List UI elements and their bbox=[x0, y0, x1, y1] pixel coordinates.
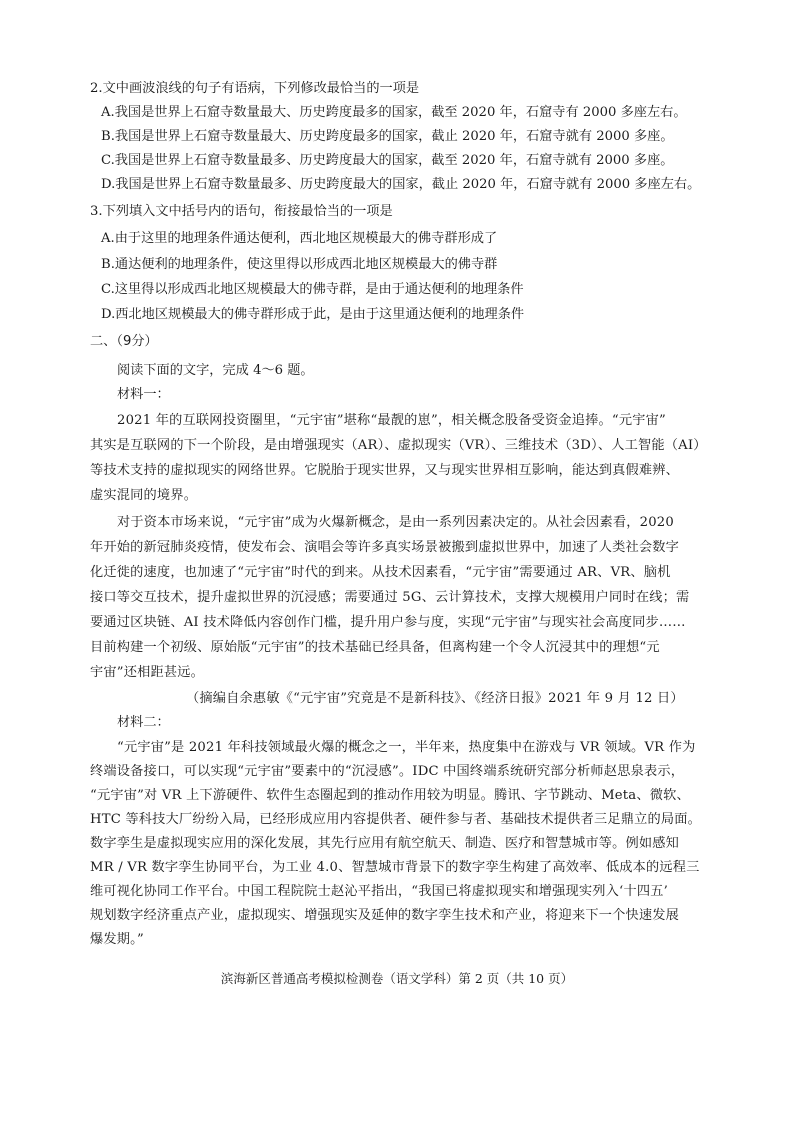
question-2-option-d: D.我国是世界上石窟寺数量最多、历史跨度最大的国家，截止 2020 年，石窟寺就有 2000 多座左右。 bbox=[101, 177, 701, 192]
material-1-line: 宇宙”还相距甚远。 bbox=[90, 665, 205, 680]
question-2-option-c: C.我国是世界上石窟寺数量最多、历史跨度最大的国家，截至 2020 年，石窟寺就有 2000 多座。 bbox=[101, 153, 674, 168]
question-3-option-c: C.这里得以形成西北地区规模最大的佛寺群，是由于通达便利的地理条件 bbox=[101, 282, 524, 297]
question-2-option-b: B.我国是世界上石窟寺数量最大、历史跨度最多的国家，截止 2020 年，石窟寺就有 2000 多座。 bbox=[101, 129, 674, 144]
material-1-line: 接口等交互技术，提升虚拟世界的沉浸感；需要通过 5G、云计算技术，支撑大规模用户同时在线；需 bbox=[90, 590, 690, 605]
material-1-line: 等技术支持的虚拟现实的网络世界。它脱胎于现实世界，又与现实世界相互影响，能达到真假难辨、 bbox=[90, 463, 680, 478]
section-2-instruction: 阅读下面的文字，完成 4～6 题。 bbox=[117, 363, 314, 378]
section-2-heading: 二、（9分） bbox=[90, 334, 158, 349]
material-1-line: 年开始的新冠肺炎疫情，使发布会、演唱会等许多真实场景被搬到虚拟世界中，加速了人类社会数字 bbox=[90, 540, 680, 555]
material-1-line: 要通过区块链、AI 技术降低内容创作门槛，提升用户参与度，实现“元宇宙”与现实社会高度同步…… bbox=[90, 615, 686, 630]
material-1-line: 对于资本市场来说，“元宇宙”成为火爆新概念，是由一系列因素决定的。从社会因素看，2020 bbox=[117, 515, 674, 530]
material-2-line: MR / VR 数字孪生协同平台，为工业 4.0、智慧城市背景下的数字孪生构建了高效率、低成本的远程三 bbox=[90, 860, 700, 875]
material-2-line: 维可视化协同工作平台。中国工程院院士赵沁平指出，“我国已将虚拟现实和增强现实列入‘十四五’ bbox=[90, 884, 668, 899]
material-2-line: 爆发期。” bbox=[90, 932, 144, 947]
material-1-line: 2021 年的互联网投资圈里，“元宇宙”堪称“最靓的崽”，相关概念股备受资金追捧。“元宇宙” bbox=[117, 413, 666, 428]
material-1-line: 目前构建一个初级、原始版“元宇宙”的技术基础已经具备，但离构建一个令人沉浸其中的理想“元 bbox=[90, 640, 660, 655]
material-2-label: 材料二： bbox=[117, 715, 170, 730]
page-footer: 滨海新区普通高考模拟检测卷（语文学科）第 2 页（共 10 页） bbox=[220, 971, 574, 986]
material-1-line: 化迁徙的速度，也加速了“元宇宙”时代的到来。从技术因素看，“元宇宙”需要通过 AR、VR、脑机 bbox=[90, 565, 671, 580]
material-1-line: 虚实混同的境界。 bbox=[90, 488, 198, 503]
question-3-option-a: A.由于这里的地理条件通达便利，西北地区规模最大的佛寺群形成了 bbox=[101, 231, 498, 246]
material-2-line: “元宇宙”对 VR 上下游硬件、软件生态圈起到的推动作用较为明显。腾讯、字节跳动、Meta、微软、 bbox=[90, 788, 690, 803]
material-2-line: HTC 等科技大厂纷纷入局，已经形成应用内容提供者、硬件参与者、基础技术提供者三足鼎立的局面。 bbox=[90, 812, 702, 827]
material-2-line: 数字孪生是虚拟现实应用的深化发展，其先行应用有航空航天、制造、医疗和智慧城市等。例如感知 bbox=[90, 836, 680, 851]
question-2-stem: 2.文中画波浪线的句子有语病，下列修改最恰当的一项是 bbox=[90, 81, 420, 96]
material-1-line: 其实是互联网的下一个阶段，是由增强现实（AR）、虚拟现实（VR）、三维技术（3D）、人工智能（AI） bbox=[90, 438, 707, 453]
material-2-line: “元宇宙”是 2021 年科技领域最火爆的概念之一，半年来，热度集中在游戏与 VR 领域。VR 作为 bbox=[117, 740, 696, 755]
material-2-line: 规划数字经济重点产业，虚拟现实、增强现实及延伸的数字孪生技术和产业，将迎来下一个快速发展 bbox=[90, 908, 680, 923]
material-1-source: （摘编自余惠敏《“元宇宙”究竟是不是新科技》、《经济日报》2021 年 9 月 12 日） bbox=[186, 691, 684, 706]
question-3-option-b: B.通达便利的地理条件，使这里得以形成西北地区规模最大的佛寺群 bbox=[101, 257, 498, 272]
question-3-option-d: D.西北地区规模最大的佛寺群形成于此，是由于这里通达便利的地理条件 bbox=[101, 307, 525, 322]
question-2-option-a: A.我国是世界上石窟寺数量最大、历史跨度最多的国家，截至 2020 年，石窟寺有 2000 多座左右。 bbox=[101, 105, 687, 120]
material-1-label: 材料一： bbox=[117, 387, 170, 402]
material-2-line: 终端设备接口，可以实现“元宇宙”要素中的“沉浸感”。IDC 中国终端系统研究部分析师赵思泉表示， bbox=[90, 764, 685, 779]
question-3-stem: 3.下列填入文中括号内的语句，衔接最恰当的一项是 bbox=[90, 204, 393, 219]
